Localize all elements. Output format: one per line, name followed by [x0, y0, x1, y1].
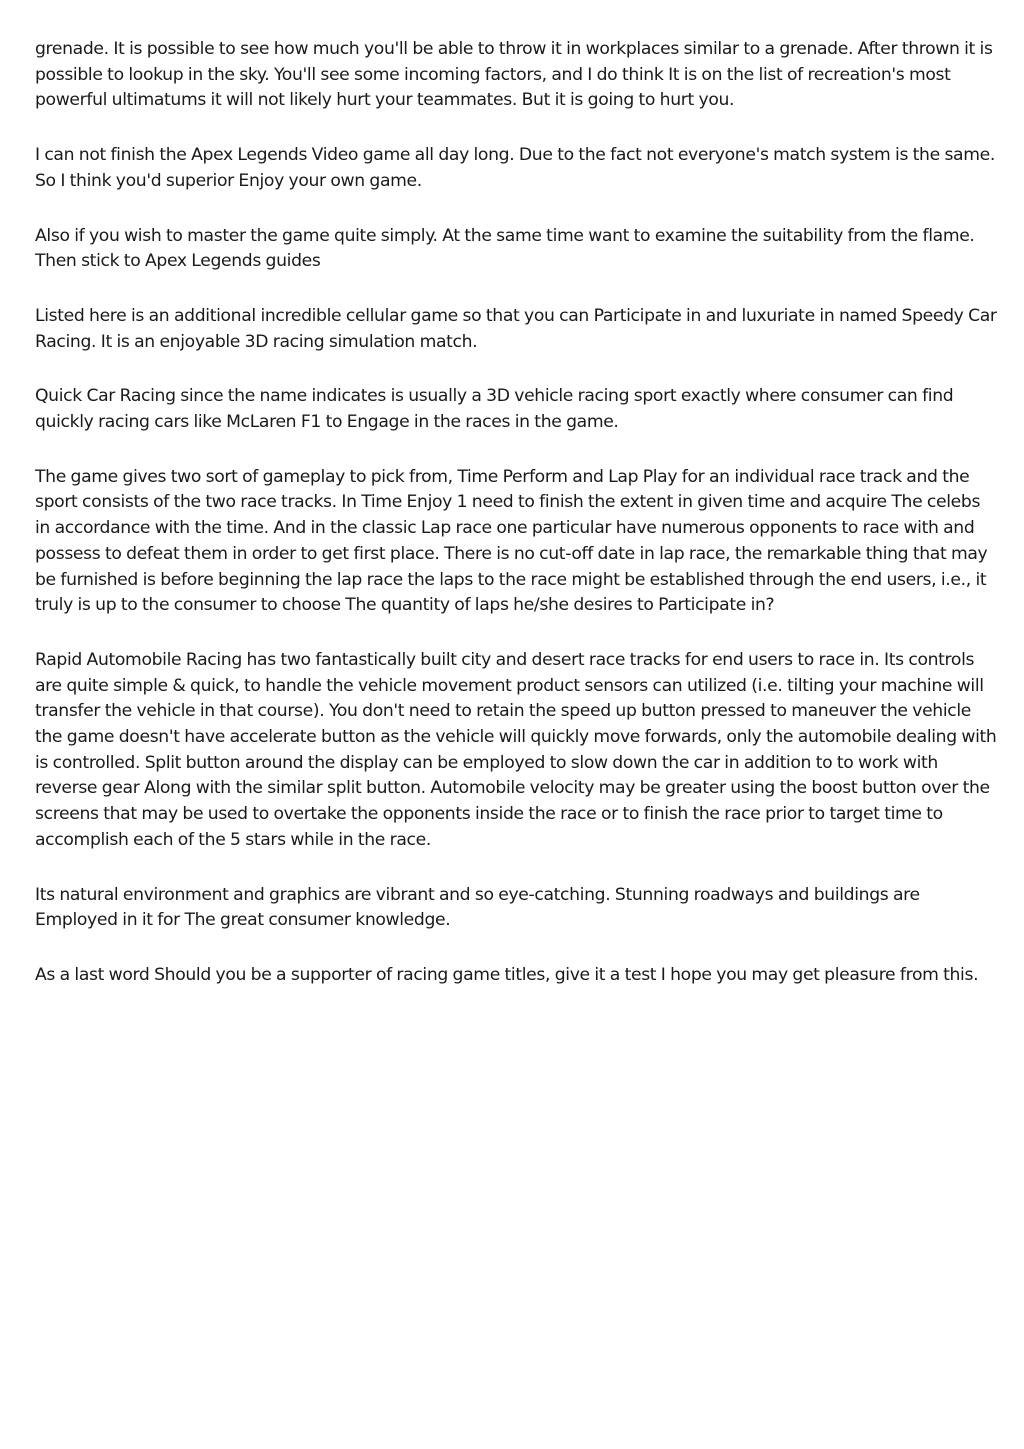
paragraph-3: Also if you wish to master the game quite simply. At the same time want to examine the suitability from the flame. Then stick to Apex Legends guides	[35, 225, 975, 272]
paragraph-2: I can not finish the Apex Legends Video game all day long. Due to the fact not everyone's match system is the same. So I think you'd superior Enjoy your own game.	[35, 145, 995, 191]
paragraph-8: Its natural environment and graphics are vibrant and so eye-catching. Stunning roadways and buildings are Employed in it for The great consumer knowledge.	[35, 884, 920, 931]
paragraph-4: Listed here is an additional incredible cellular game so that you can Participate in and luxuriate in named Speedy Car Racing. It is an enjoyable 3D racing simulation match.	[35, 305, 997, 352]
paragraph-7: Rapid Automobile Racing has two fantastically built city and desert race tracks for end users to race in. Its controls are quite simple & quick, to handle the vehicle movement product sensors can utilized (i.e. tilting your machine will transfer the vehicle in that course). You don't need to retain the speed up button pressed to maneuver the vehicle the game doesn't have accelerate button as the vehicle will quickly move forwards, only the automobile dealing with is controlled. Split button around the display can be employed to slow down the car in addition to to work with reverse gear Along with the similar split button. Automobile velocity may be greater using the boost button over the screens that may be used to overtake the opponents inside the race or to finish the race prior to target time to accomplish each of the 5 stars while in the race.	[35, 649, 997, 850]
document-page	[35, 37, 997, 1018]
paragraph-1: grenade. It is possible to see how much you'll be able to throw it in workplaces similar to a grenade. After thrown it is possible to lookup in the sky. You'll see some incoming factors, and I do think It is on the list of recreation's most powerful ultimatums it will not likely hurt your teammates. But it is going to hurt you.	[35, 39, 993, 111]
paragraph-5: Quick Car Racing since the name indicates is usually a 3D vehicle racing sport exactly where consumer can find quickly racing cars like McLaren F1 to Engage in the races in the game.	[35, 386, 954, 433]
paragraph-9: As a last word Should you be a supporter of racing game titles, give it a test I hope you may get pleasure from this.	[35, 964, 979, 985]
paragraph-6: The game gives two sort of gameplay to pick from, Time Perform and Lap Play for an individual race track and the sport consists of the two race tracks. In Time Enjoy 1 need to finish the extent in given time and acquire The celebs in accordance with the time. And in the classic Lap race one particular have numerous opponents to race with and possess to defeat them in order to get first place. There is no cut-off date in lap race, the remarkable thing that may be furnished is before beginning the lap race the laps to the race might be established through the end users, i.e., it truly is up to the consumer to choose The quantity of laps he/she desires to Participate in?	[35, 466, 988, 616]
